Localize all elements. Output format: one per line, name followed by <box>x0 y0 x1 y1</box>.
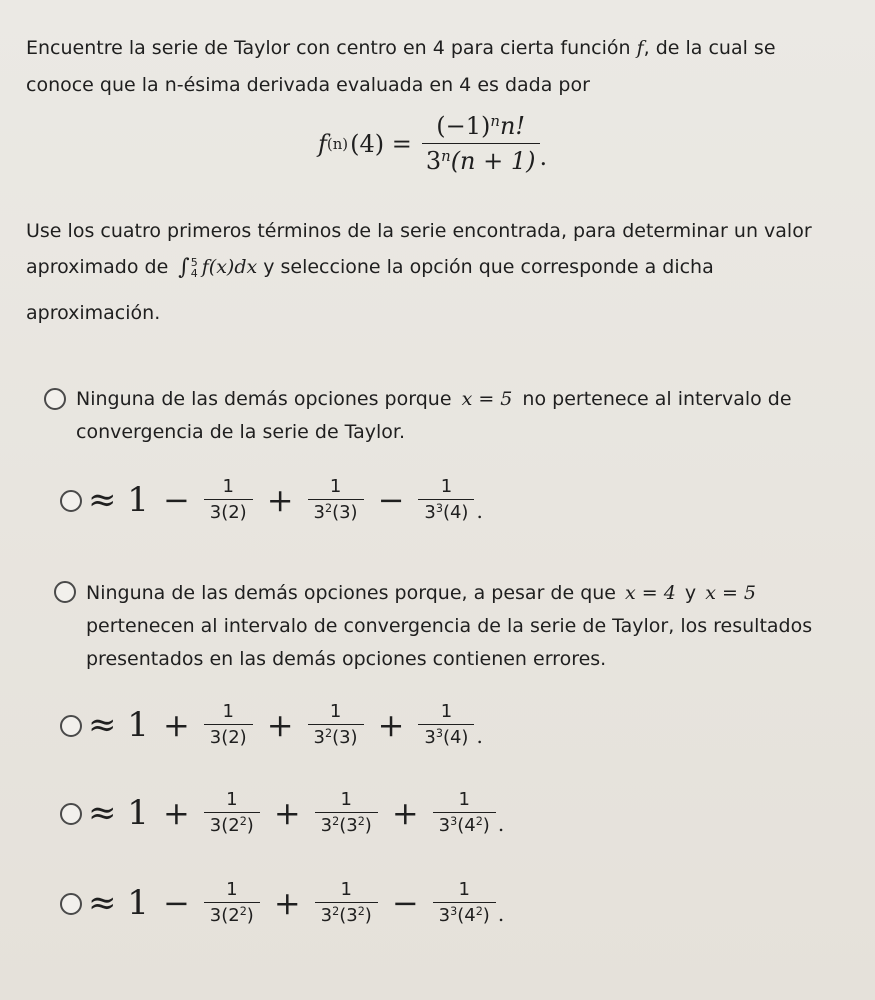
approx-start: ≈ 1 <box>88 704 149 745</box>
option-4-radio[interactable] <box>60 715 82 737</box>
option-math: x = 4 <box>625 582 676 604</box>
operator: + <box>266 480 294 519</box>
question-line-1 <box>26 36 776 61</box>
question-text: y seleccione la opción que corresponde a dicha <box>263 256 714 278</box>
operator: + <box>266 705 294 744</box>
option-5-radio[interactable] <box>60 803 82 825</box>
option-3-line-3: presentados en las demás opciones contienen errores. <box>86 648 607 670</box>
denominator-sup: n <box>441 146 451 165</box>
period: . <box>476 499 483 523</box>
option-text: y <box>684 582 697 604</box>
term-fraction <box>204 789 260 836</box>
option-6-radio[interactable] <box>60 893 82 915</box>
option-3-line-2: pertenecen al intervalo de convergencia de la serie de Taylor, los resultados <box>86 615 813 637</box>
term-den <box>418 499 474 523</box>
period: . <box>497 902 505 926</box>
den-part: 3 <box>438 905 451 926</box>
option-3-line-1 <box>86 577 756 610</box>
option-text: Ninguna de las demás opciones porque <box>76 388 452 410</box>
term-den <box>418 724 474 748</box>
period: . <box>497 812 505 836</box>
term-num: 1 <box>440 476 453 497</box>
operator: + <box>377 705 405 744</box>
term-num: 1 <box>329 701 342 722</box>
den-part: 3 <box>313 502 325 523</box>
term-fraction <box>308 476 364 523</box>
term-num: 1 <box>340 879 352 900</box>
option-text: no pertenece al intervalo de <box>522 388 792 410</box>
den-sup: 2 <box>324 501 333 515</box>
den-part: ) <box>482 905 490 926</box>
term-fraction <box>204 879 260 926</box>
term-den: 3(2) <box>204 499 253 523</box>
denominator-base: 3 <box>425 147 442 175</box>
den-part: (3 <box>339 905 358 926</box>
term-den <box>315 812 378 836</box>
term-den <box>308 499 364 523</box>
den-part: (3 <box>339 815 358 836</box>
option-math: x = 5 <box>461 388 513 410</box>
approx-start: ≈ 1 <box>88 882 149 923</box>
operator: + <box>391 793 419 832</box>
term-num: 1 <box>222 476 234 497</box>
numerator-base: (−1) <box>436 112 491 140</box>
formula-lhs-arg: (4) = <box>350 129 412 158</box>
term-num: 1 <box>226 789 238 810</box>
den-sup: 2 <box>239 904 247 918</box>
derivative-formula: f (n) (4) = $\frac{(-1)^nn!}{3^n(n + 1)}$ . <box>318 111 548 175</box>
term-fraction <box>308 701 364 748</box>
den-sup: 2 <box>475 814 483 828</box>
question-line-4 <box>26 255 714 280</box>
den-part: ) <box>482 815 490 836</box>
option-2-expression <box>88 476 483 523</box>
option-6-expression <box>88 879 504 926</box>
question-text: aproximado de <box>26 256 169 278</box>
den-part: (3) <box>332 502 358 523</box>
term-fraction <box>315 789 378 836</box>
den-part: 3 <box>313 727 325 748</box>
den-sup: 3 <box>450 904 458 918</box>
term-den <box>315 902 378 926</box>
den-sup: 2 <box>357 904 365 918</box>
den-sup: 3 <box>435 726 443 740</box>
question-line-5: aproximación. <box>26 302 161 324</box>
term-num: 1 <box>440 701 453 722</box>
question-text: Encuentre la serie de Taylor con centro en 4 para cierta función <box>26 37 631 59</box>
formula-numerator <box>432 112 529 143</box>
operator: − <box>162 480 190 519</box>
operator: + <box>273 883 301 922</box>
term-num: 1 <box>222 701 234 722</box>
function-symbol: f <box>636 37 644 59</box>
term-den <box>433 812 496 836</box>
option-5-expression <box>88 789 504 836</box>
approx-start: ≈ 1 <box>88 479 149 520</box>
option-math: x = 5 <box>705 582 757 604</box>
den-part: (3) <box>332 727 358 748</box>
period: . <box>476 724 483 748</box>
formula-denominator <box>422 143 540 175</box>
question-text: , de la cual se <box>643 37 776 59</box>
question-line-3: Use los cuatro primeros términos de la serie encontrada, para determinar un valor <box>26 220 812 242</box>
option-1-radio[interactable] <box>44 388 66 410</box>
den-part: (4) <box>442 727 469 748</box>
operator: − <box>377 480 405 519</box>
question-line-2: conoce que la n-ésima derivada evaluada en 4 es dada por <box>26 74 590 96</box>
term-num: 1 <box>458 879 470 900</box>
option-3-radio[interactable] <box>54 581 76 603</box>
option-1-line-1 <box>76 383 792 416</box>
den-part: 3 <box>438 815 451 836</box>
term-fraction <box>418 701 474 748</box>
den-sup: 2 <box>324 726 333 740</box>
den-part: 3 <box>320 815 333 836</box>
den-part: 3 <box>424 502 436 523</box>
den-part: 3(2 <box>209 815 240 836</box>
formula-period: . <box>539 143 548 171</box>
den-sup: 2 <box>332 814 340 828</box>
integral-limits <box>191 257 198 279</box>
den-sup: 2 <box>357 814 365 828</box>
term-den <box>204 812 260 836</box>
integral-sign: ∫ <box>178 255 190 280</box>
option-4-expression <box>88 701 483 748</box>
approx-start: ≈ 1 <box>88 792 149 833</box>
denominator-end: (n + 1) <box>450 147 536 175</box>
option-text: Ninguna de las demás opciones porque, a pesar de que <box>86 582 616 604</box>
den-part: ) <box>246 815 254 836</box>
integral-upper: 5 <box>190 255 198 269</box>
operator: + <box>273 793 301 832</box>
den-sup: 2 <box>475 904 483 918</box>
operator: − <box>391 883 419 922</box>
formula-fraction <box>422 112 540 175</box>
den-part: ) <box>364 815 372 836</box>
den-part: ) <box>364 905 372 926</box>
den-part: (4) <box>442 502 469 523</box>
den-sup: 2 <box>332 904 340 918</box>
operator: − <box>162 883 190 922</box>
term-fraction <box>204 701 253 748</box>
formula-lhs: f <box>318 129 327 158</box>
integral-body: f(x)dx <box>201 256 258 278</box>
den-part: 3(2 <box>209 905 240 926</box>
den-sup: 2 <box>239 814 247 828</box>
option-2-radio[interactable] <box>60 490 82 512</box>
term-fraction <box>204 476 253 523</box>
den-part: 3 <box>320 905 333 926</box>
term-num: 1 <box>226 879 238 900</box>
operator: + <box>162 793 190 832</box>
term-den: 3(2) <box>204 724 253 748</box>
term-den <box>433 902 496 926</box>
den-part: (4 <box>457 815 476 836</box>
numerator-end: n! <box>499 112 526 140</box>
term-den <box>204 902 260 926</box>
den-sup: 3 <box>450 814 458 828</box>
numerator-sup: n <box>490 111 500 130</box>
den-part: 3 <box>424 727 436 748</box>
integral-lower: 4 <box>190 266 198 280</box>
den-sup: 3 <box>435 501 443 515</box>
term-num: 1 <box>329 476 342 497</box>
integral <box>178 255 257 280</box>
term-fraction <box>433 789 496 836</box>
term-num: 1 <box>340 789 352 810</box>
den-part: ) <box>246 905 254 926</box>
option-1-line-2: convergencia de la serie de Taylor. <box>76 421 406 443</box>
term-fraction <box>418 476 474 523</box>
term-fraction <box>433 879 496 926</box>
term-fraction <box>315 879 378 926</box>
term-num: 1 <box>458 789 470 810</box>
operator: + <box>162 705 190 744</box>
term-den <box>308 724 364 748</box>
den-part: (4 <box>457 905 476 926</box>
